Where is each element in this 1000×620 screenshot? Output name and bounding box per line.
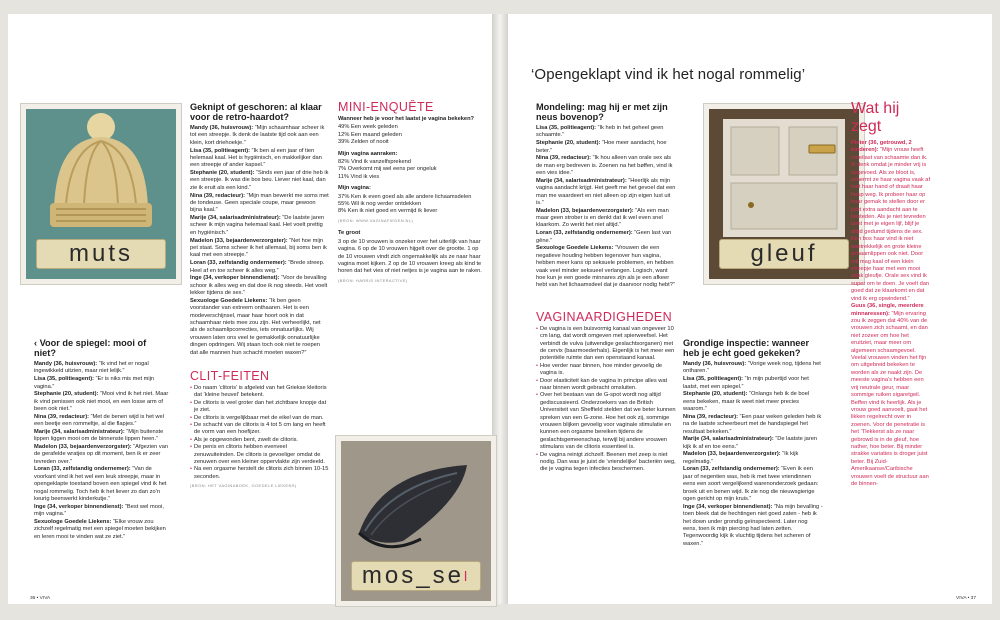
- clit-facts-source: (BRON: HET VAGINABOEK, GOEDELE LIEKENS): [190, 483, 297, 489]
- survey-answer: 82% Vind ik vanzelfsprekend: [338, 159, 411, 166]
- answer: Inge (34, verkoper binnendienst): “Na mijn bevalling - toen bleek dat de hechtingen niet goed zaten - heb ik het down under grondig geïnspecteerd. Later nog eens, toen ik mijn piercing had laten zetten. Tegenwoordig kijk ik vluchtig tijdens het scheren of waxen.”: [683, 503, 823, 547]
- enquete-a2: [338, 159, 482, 181]
- fact-item: • Als je opgewonden bent, zwelt de clitoris.: [190, 436, 299, 443]
- section-title-oral: Mondeling: mag hij er met zijn neus bovenop?: [536, 102, 668, 122]
- mossel-label: mos_se l: [351, 561, 481, 591]
- answer: Mandy (36, huisvrouw): “Mijn schaamhaar scheer ik tot een streepje. Ik denk de laatste tijd ook aan een klein, kort driehoekje.”: [190, 125, 325, 146]
- he-says-answers: [851, 140, 931, 488]
- survey-answer: 11% Vind ik vies: [338, 173, 380, 180]
- section-title-inspection: Grondige inspectie: wanneer heb je echt goed gekeken?: [683, 338, 810, 358]
- answer: Marije (34, salarisadministrateur): “Mijn buitenste lippen liggen mooi om de binnenste lippen heen.”: [34, 428, 164, 443]
- answer: Madelon (33, bejaardenverzorgster): “Net hoe mijn pet staat. Soms scheer ik het allemaal, bij soms ben ik kaal met een streepje.”: [190, 237, 327, 259]
- survey-answer: 12% Een maand geleden: [338, 131, 402, 138]
- te-groot-text: 3 op de 10 vrouwen is onzeker over het uiterlijk van haar vagina. 6 op de 10 vrouwen hijgelt over de grootte. 1 op de 10 vrouwen vindt zich ongemakkelijk als ze naar haar vagina moet kijken. 2 op de 10 vrouwen kreeg als kind te horen dat het vies of niet netjes is je vagina aan te raken.: [338, 238, 482, 275]
- enquete-a3: [338, 194, 482, 216]
- survey-answer: 37% Ken ik even goed als alle andere lichaamsdelen: [338, 193, 472, 200]
- answer: Marije (34, salarisadministrateur): “Heerlijk als mijn vagina aandacht krijgt. Het geeft me het gevoel dat een man me waardeert en niet alleen op zijn eigen lust uit is.”: [536, 177, 676, 206]
- fact-item: • Over het bestaan van de G-spot wordt nog altijd gediscussieerd. Onderzoekers van de British Universiteit van Sheffield stelden dat we beter kunnen spreken van een G-zone. Hoe het ook zij, sommige vrouwen blijken gevoelig voor vaginale stimulatie en kunnen een orgasme bereiken tijdens de geslachtsgemeenschap, terwijl bij andere vrouwen stimulans van de clitoris essentieel is.: [536, 392, 676, 451]
- enquete-q2: Mijn vagina aanraken:: [338, 150, 398, 157]
- answer: Stephanie (20, student): “Mooi vind ik het niet. Maar ik vind penissen ook niet mooi, en een losse arm of been ook niet.”: [34, 391, 169, 413]
- vagina-facts-list: [536, 326, 676, 474]
- answer: Stephanie (20, student): “Onlangs heb ik de boel eens bekeken, maar ik weet niet meer precies waarom.”: [683, 391, 810, 413]
- fact-item: • De penis en clitoris hebben evenveel zenuwuiteinden. De clitoris is gevoeliger omdat de zenuwen over een kleiner oppervlakte zijn verdeeld.: [190, 444, 325, 466]
- he-says-title: Wat hij zegt: [851, 100, 900, 135]
- column-oral: [536, 102, 676, 598]
- answer: Mandy (36, huisvrouw): “Vorige week nog, tijdens het ontharen.”: [683, 361, 821, 375]
- column-shaved: [190, 102, 329, 598]
- answer: Stephanie (20, student): “Sinds een jaar of drie heb ik een streepje. Ik was die bos beu. Liever niet kaal, dan zie ik eruit als een kind.”: [190, 170, 329, 191]
- enquete-source: (BRON: WWW.VAGINAFIEDEN.NL): [338, 217, 414, 223]
- mossel-illustration: [336, 436, 496, 606]
- fact-item: • Na een orgasme herstelt de clitoris zich binnen 10-15 seconden.: [190, 466, 329, 480]
- answer: Marije (34, salarisadministrateur): “De laatste jaren scheer ik mijn vagina helemaal kaal. Het voelt prettig en hygiënisch.”: [190, 215, 325, 236]
- answer: Nina (39, redacteur): “Een paar weken geleden heb ik na de laatste scheerbeurt met de handspiegel het resultaat bekeken.”: [683, 413, 822, 435]
- fact-item: • De vagina reinigt zichzelf. Beenen met zeep is niet nodig. Dan was je juist de ‘vriendelijke’ bacteriën weg, die je vagina tegen infecties beschermen.: [536, 451, 676, 473]
- enquete-q3: Mijn vagina:: [338, 185, 371, 192]
- answer: Lisa (35, politieagent): “In mijn pubertijd voor het laatst, met een spiegel.”: [683, 376, 809, 390]
- answer: Sexuologe Goedele Liekens: “Elke vrouw zou zichzelf regelmatig met een spiegel moeten bekijken en leren mooi te vinden wat ze ziet.”: [34, 518, 166, 540]
- answer: Madelon (33, bejaardenverzorgster): “Ik kijk regelmatig.”: [683, 451, 799, 465]
- section-title-mirror: ‹ Voor de spiegel: mooi of niet?: [34, 338, 147, 358]
- answer: Madelon (33, bejaardenverzorgster): “Afgezien van de gerafelde wratjes op dit moment, ben ik er zeer tevreden over.”: [34, 443, 169, 465]
- answer: Lisa (35, politieagent): “Ik ben al een jaar of tien helemaal kaal. Het is hygiënisch, en makkelijker dan een streepje of ander kapsel.”: [190, 147, 322, 169]
- column-enquete: [338, 100, 482, 370]
- answer: Nina (39, redacteur): “Mijn man bewerkt me soms met de tondeuse. Geen speciale coupe, maar gewoon bijna kaal.”: [190, 192, 329, 214]
- clit-facts-list: [190, 385, 329, 481]
- enquete-a1: [338, 124, 482, 146]
- muts-label: muts: [36, 239, 166, 269]
- page-number-right: VIVA • 37: [956, 596, 976, 601]
- survey-answer: 8% Ken ik niet goed en vermijd ik liever: [338, 208, 438, 215]
- column-he-says: [851, 100, 931, 592]
- answer: Loran (33, zelfstandig ondernemer): “Brede streep. Heel af en toe scheer ik alles weg.”: [190, 260, 325, 274]
- section-title-shaved: Geknipt of geschoren: al klaar voor de retro-haardot?: [190, 102, 322, 122]
- enquete-q1: Wanneer heb je voor het laatst je vagina bekeken?: [338, 116, 475, 122]
- fact-item: • De schacht van de clitoris is 4 tot 5 cm lang en heeft de vorm van een hoefijzer.: [190, 422, 326, 436]
- answer: Mandy (36, huisvrouw): “Ik vind het er nogal ingewikkeld uitzien, maar niet lelijk.”: [34, 361, 149, 375]
- fact-item: • Door elasticiteit kan de vagina in principe alles wat naar binnen wordt gebracht omsluiten.: [536, 377, 668, 391]
- te-groot-title: Te groot: [338, 230, 361, 237]
- fact-item: • De clitoris is vergelijkbaar met de eikel van de man.: [190, 414, 324, 421]
- inspection-answers: [683, 361, 823, 548]
- answer: Guus (36, single, meerdere minnaressen): “Mijn ervaring zou ik zeggen dat 40% van de vrouwen zich schaamt, en dan niet zozeer om hoe het eruitziet, maar meer om algemeen schaamgevoel. Veelal vrouwen vinden het fijn om uitgebreid bekeken te worden als ze naakt zijn. De meeste vagina’s hebben een vrij neutrale geur, maar sommige ruiken sigaretgeil. Beffen vind ik heerlijk. Als je vrouw goed aanvoelt, gaat het likken regelrecht over in zoenen. Voor de penetratie is het ‘Tlekkerst als ze naar gebrowd is in de gleuf, hoe nather, hoe beter. Bij minder strakke variaties is droger juist beter. Bij Zuid-Amerikaanse/Caribische vrouwen voelt de structuur aan de binnen-: [851, 303, 929, 487]
- answer: Sexuologe Goedele Liekens: “Ik ben geen voorstander van extreem onthaaren. Het is een modeverschijnsel, maar haar hoort ook in dat schaamhaar niets mee zou zijn. Het verheerlijkt, net als de schaamlipcorrecties, iets onnatuurlijks. Wij vrouwen laten ons veel te gemakkelijk onnatuurlijke dingen opdringen. Wij staan toch ook niet te roepen dat alle mannen hun schacht moeten waxen?”: [190, 297, 321, 356]
- pull-quote-headline: ‘Opengeklapt vind ik het nogal rommelig’: [531, 66, 806, 83]
- answer: Pieter (36, getrouwd, 2 kinderen): “Mijn vrouw heeft moeilast van schaamte dan ik. Ik denk omdat je minder vrij is opgevoed. Als ze bloot is, schermt ze haar vagina vaak af met haar hand of draait haar heup weg. Ik probeer haar op haar gemak te stellen door er juist extra aandacht aan te besteden. Als je niet tevreden bent met je eigen lijf, blijf je altijd gedumd tijdens de sex. Een bos haar vind ik niet aantrekkelijk en grote kleine schaamlippen ook niet. Door mij mag kaal of een klein streepje haar met een mooi strak gleufje. Orale sex vind ik super om te doen. Je voelt dan goed dat ze klaarkomt en dat vind ik erg opwindend.”: [851, 140, 931, 302]
- answer: Stephanie (20, student): “Hoe meer aandacht, hoe beter.”: [536, 140, 667, 154]
- vagina-facts-title: VAGINAARDIGHEDEN: [536, 309, 673, 324]
- te-groot-source: (BRON: HARRIS INTERACTIVE): [338, 277, 408, 283]
- fact-item: • Hoe verder naar binnen, hoe minder gevoelig de vagina is.: [536, 362, 663, 377]
- answer: Loran (33, zelfstandig ondernemer): “Van de voorkant vind ik het wel een leuk streepje, maar in opengeklapte toestand boven een spiegel vind ik het nogal rommelig. Toch heb ik het liever zo dan zo’n keurig beenwerkt kinderkutje.”: [34, 466, 167, 503]
- fact-item: • De vagina is een buisvormig kanaal van ongeveer 10 cm lang, dat wordt omgeven met spierweefsel. Het verbindt de vulva (uitwendige geslachtsorganen) met de cervix (baarmoederhals). Eigenlijk is het meer een potentiële ruimte dan een openstaand kanaal.: [536, 325, 675, 362]
- shaved-answers: [190, 125, 329, 357]
- gleuf-label: gleuf: [719, 239, 849, 269]
- survey-answer: 7% Overkomt mij wel eens per ongeluk: [338, 166, 437, 173]
- answer: Lisa (35, politieagent): “Ik heb in het geheel geen schaamte.”: [536, 125, 664, 139]
- survey-answer: 39% Zelden of nooit: [338, 139, 389, 146]
- clit-facts-title: CLIT-FEITEN: [190, 368, 270, 383]
- fact-item: • Do naam ‘clitoris’ is afgeleid van het Griekse kleitoris dat ‘kleine heuvel’ betekent.: [190, 384, 327, 399]
- column-mirror: [34, 338, 170, 588]
- answer: Sexuologe Goedele Liekens: “Vrouwen die een negatieve houding hebben tegenover hun vagina, hebben meer kans op seksuele problemen, en hebben vaak veel minder seksueel verlangen. Logisch, want hoe kun je een goede minnares zijn als je een afkeer hebt van het lichaamsdeel dat je daarvoor nodig hebt?”: [536, 245, 675, 289]
- answer: Inge (34, verkoper binnendienst): “Voor de bevalling schoor ik alles weg en dat doe ik nog steeds. Het voelt lekker tijdens de sex.”: [190, 275, 328, 297]
- answer: Loran (33, zelfstandig ondernemer): “Even ik een jaar of negentien was, heb ik met twee vriendinnen eens een soort vergelijkend warenonderzoek gedaan: broek uit en benen wijd. Ik zie nog die nieuwsgierige ogen gericht op mijn kruis.”: [683, 466, 819, 503]
- survey-answer: 55% Wil ik nog verder ontdekken: [338, 201, 422, 208]
- page-number-left: 36 • VIVA: [30, 596, 51, 601]
- answer: Nina (39, redacteur): “Ik hou alleen van orale sex als de man erg bedreven is. Zoenen na het bøffen, vind ik een vies idee.”: [536, 155, 673, 177]
- answer: Loran (33, zelfstandig ondernemer): “Geen last van gêne.”: [536, 230, 672, 244]
- answer: Madelon (33, bejaardenverzorgster): “Als een man maar geen strober is en denkt dat ik wel even snel klaarkom. Zo werkt het niet altijd.”: [536, 207, 669, 229]
- oral-answers: [536, 125, 676, 290]
- answer: Marije (34, salarisadministrateur): “De laatste jaren kijk ik af en toe eens.”: [683, 436, 818, 450]
- answer: Lisa (35, politieagent): “Er is niks mis met mijn vagina.”: [34, 376, 155, 390]
- answer: Nina (39, redacteur): “Met de benen wijd is het wel een beetje een rommeltje, al die flapjes.”: [34, 413, 164, 428]
- fact-item: • De clitoris is veel groter dan het zichtbare knopje dat je ziet.: [190, 399, 327, 414]
- enquete-title: MINI-ENQUÊTE: [338, 100, 434, 114]
- gleuf-illustration: [704, 104, 864, 284]
- mirror-answers: [34, 361, 170, 541]
- column-inspection: [683, 338, 823, 592]
- muts-illustration: [21, 104, 181, 284]
- survey-answer: 49% Een week geleden: [338, 124, 398, 131]
- answer: Inge (34, verkoper binnendienst): “Best wel mooi, mijn vagina.”: [34, 503, 164, 518]
